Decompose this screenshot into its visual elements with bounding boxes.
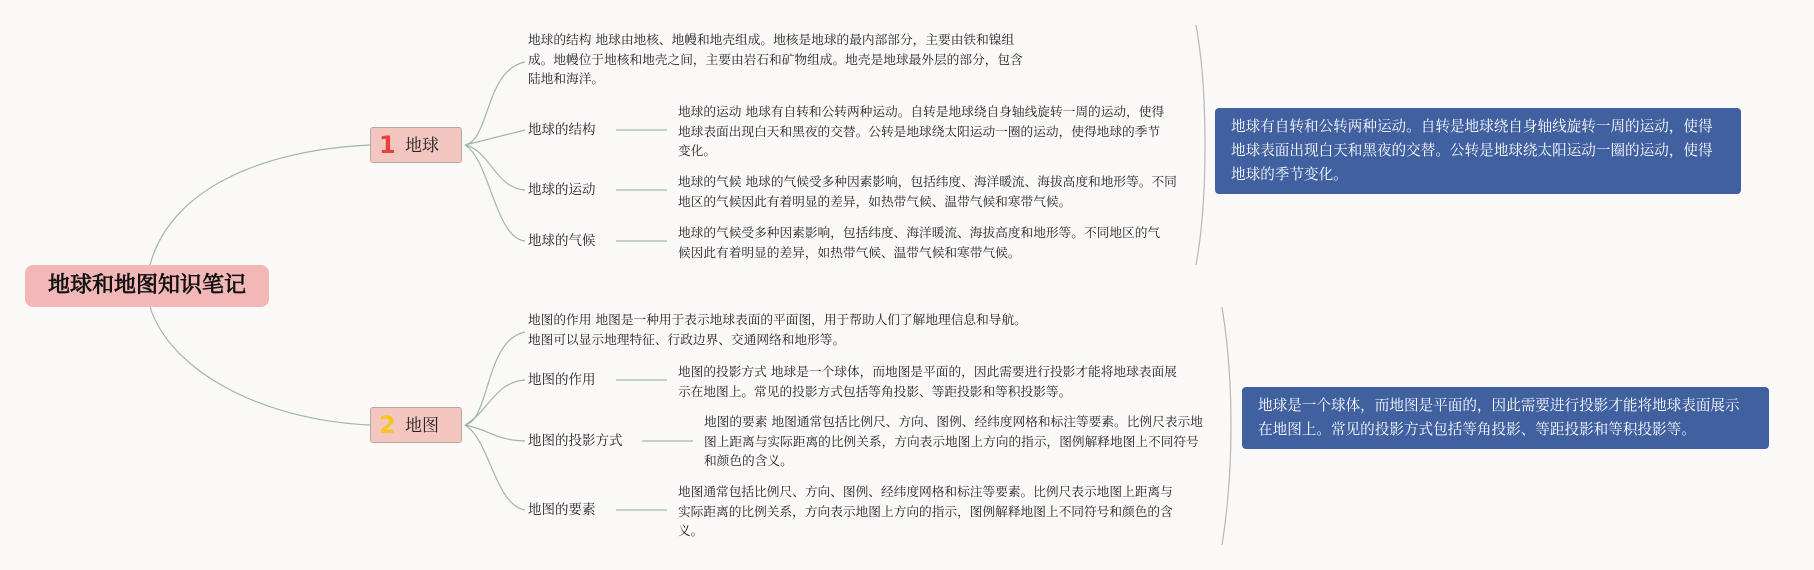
detail-earth-climate[interactable]: 地球的气候受多种因素影响，包括纬度、海洋暖流、海拔高度和地形等。不同地区的气候因此有着明显的差异，如热带气候、温带气候和寒带气候。 — [678, 225, 1161, 260]
detail-earth-structure[interactable]: 地球的运动 地球有自转和公转两种运动。自转是地球绕自身轴线旋转一周的运动，使得地球表面出现白天和黑夜的交替。公转是地球绕太阳运动一圈的运动，使得地球的季节变化。 — [678, 104, 1165, 158]
number-two-icon: 2 — [379, 411, 396, 439]
topic-intro-earth[interactable]: 地球的结构 地球由地核、地幔和地壳组成。地核是地球的最内部部分，主要由铁和镍组成。地幔位于地核和地壳之间，主要由岩石和矿物组成。地壳是地球最外层的部分，包含陆地和海洋。 — [528, 32, 1023, 86]
root-topic[interactable]: 地球和地图知识笔记 — [25, 265, 269, 307]
main-topic-label: 地图 — [405, 416, 439, 436]
main-topic-label: 地球 — [405, 136, 439, 156]
branch-map-function[interactable]: 地图的作用 — [528, 372, 596, 388]
branch-earth-climate[interactable]: 地球的气候 — [528, 233, 596, 249]
main-topic-map[interactable] — [370, 407, 462, 443]
detail-map-function[interactable]: 地图的投影方式 地球是一个球体，而地图是平面的，因此需要进行投影才能将地球表面展示在地图上。常见的投影方式包括等角投影、等距投影和等积投影等。 — [678, 364, 1177, 399]
summary-map[interactable]: 地球是一个球体，而地图是平面的，因此需要进行投影才能将地球表面展示在地图上。常见的投影方式包括等角投影、等距投影和等积投影等。 — [1242, 387, 1769, 449]
detail-map-elements[interactable]: 地图通常包括比例尺、方向、图例、经纬度网格和标注等要素。比例尺表示地图上距离与实际距离的比例关系，方向表示地图上方向的指示，图例解释地图上不同符号和颜色的含义。 — [678, 484, 1173, 538]
branch-earth-structure[interactable]: 地球的结构 — [528, 122, 596, 138]
detail-map-projection[interactable]: 地图的要素 地图通常包括比例尺、方向、图例、经纬度网格和标注等要素。比例尺表示地图上距离与实际距离的比例关系，方向表示地图上方向的指示，图例解释地图上不同符号和颜色的含义。 — [704, 414, 1203, 468]
number-one-icon: 1 — [379, 131, 396, 159]
branch-map-projection[interactable]: 地图的投影方式 — [528, 433, 623, 449]
summary-earth[interactable]: 地球有自转和公转两种运动。自转是地球绕自身轴线旋转一周的运动，使得地球表面出现白天和黑夜的交替。公转是地球绕太阳运动一圈的运动，使得地球的季节变化。 — [1215, 108, 1741, 194]
branch-earth-motion[interactable]: 地球的运动 — [528, 182, 596, 198]
branch-map-elements[interactable]: 地图的要素 — [528, 502, 596, 518]
detail-earth-motion[interactable]: 地球的气候 地球的气候受多种因素影响，包括纬度、海洋暖流、海拔高度和地形等。不同地区的气候因此有着明显的差异，如热带气候、温带气候和寒带气候。 — [678, 174, 1177, 209]
topic-intro-map[interactable]: 地图的作用 地图是一种用于表示地球表面的平面图，用于帮助人们了解地理信息和导航。地图可以显示地理特征、行政边界、交通网络和地形等。 — [528, 312, 1027, 347]
main-topic-earth[interactable] — [370, 127, 462, 163]
